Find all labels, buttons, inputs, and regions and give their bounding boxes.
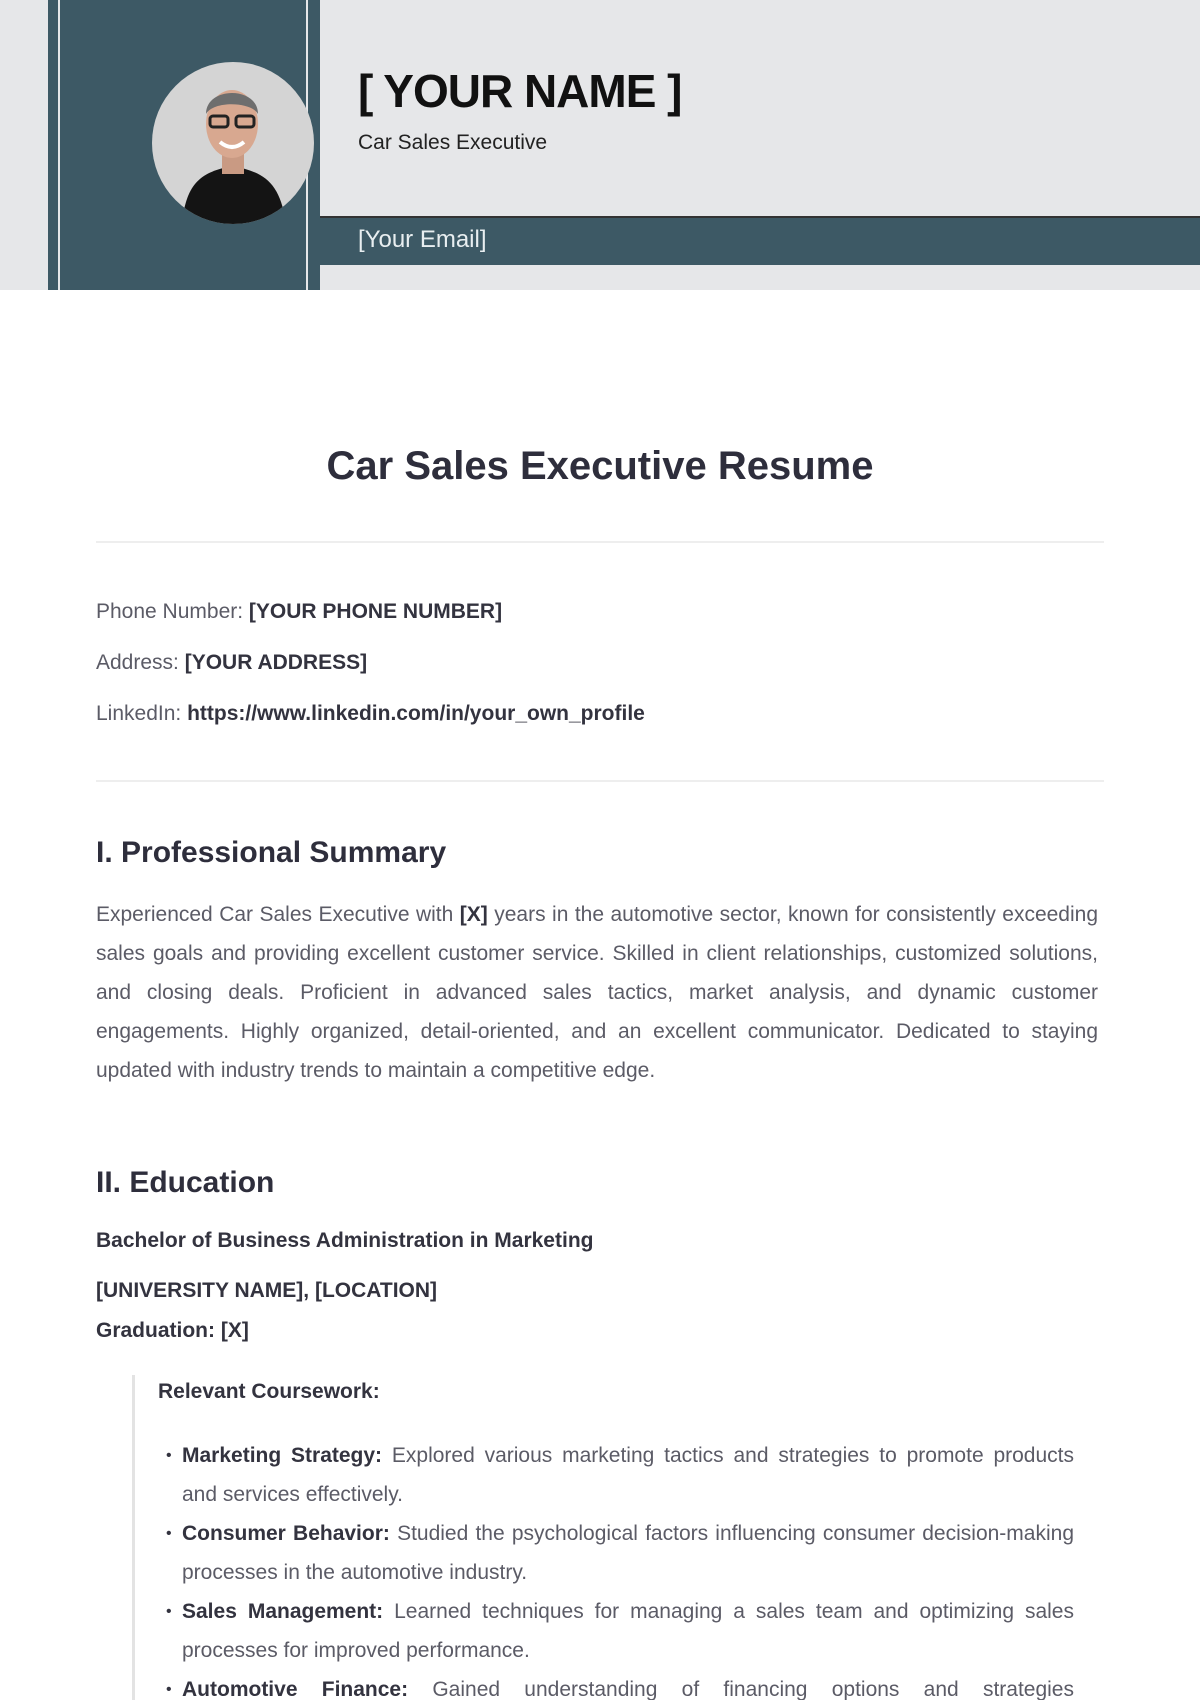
course-name: Sales Management: xyxy=(182,1600,384,1623)
list-item xyxy=(166,1592,1074,1670)
course-desc: Explored various marketing tactics and strategies to promote products and services effectively. xyxy=(182,1444,1075,1506)
profile-photo xyxy=(152,62,314,224)
school: [UNIVERSITY NAME], [LOCATION] xyxy=(96,1279,438,1302)
candidate-email: [Your Email] xyxy=(358,226,487,253)
course-desc: Gained understanding of financing options and strategies xyxy=(408,1678,1074,1700)
photo-column xyxy=(48,0,320,290)
candidate-name: [ YOUR NAME ] xyxy=(358,65,682,117)
course-name: Automotive Finance: xyxy=(182,1678,409,1700)
linkedin-link[interactable]: https://www.linkedin.com/in/your_own_profile xyxy=(187,702,645,725)
summary-text: Experienced Car Sales Executive with xyxy=(96,903,460,926)
degree: Bachelor of Business Administration in Marketing xyxy=(96,1229,594,1252)
divider xyxy=(58,0,60,290)
contact-label: Address: xyxy=(96,651,185,674)
course-desc: Learned techniques for managing a sales team and optimizing sales processes for improved performance. xyxy=(182,1600,1074,1662)
contact-label: LinkedIn: xyxy=(96,702,188,725)
candidate-role: Car Sales Executive xyxy=(358,131,548,154)
coursework-list xyxy=(166,1436,1074,1700)
document-title: Car Sales Executive Resume xyxy=(326,444,874,488)
list-item xyxy=(166,1436,1074,1514)
summary-paragraph xyxy=(96,895,1098,1090)
contact-label: Phone Number: xyxy=(96,600,249,623)
course-desc: Studied the psychological factors influencing consumer decision-making processes in the automotive industry. xyxy=(182,1522,1074,1584)
coursework-label: Relevant Coursework: xyxy=(158,1380,380,1403)
coursework-border xyxy=(132,1375,135,1700)
section-heading-education: II. Education xyxy=(96,1166,275,1199)
contact-value: [YOUR PHONE NUMBER] xyxy=(248,600,503,623)
graduation: Graduation: [X] xyxy=(96,1319,249,1342)
contact-phone xyxy=(96,600,502,624)
course-name: Marketing Strategy: xyxy=(182,1444,383,1467)
list-item xyxy=(166,1514,1074,1592)
summary-years: [X] xyxy=(459,903,488,926)
email-bar xyxy=(320,216,1200,265)
summary-text: years in the automotive sector, known for consistently exceeding sales goals and providing excellent customer service. Skilled in client relationships, customized solutions, and closing deals. Proficient in advanced sales tactics, market analysis, and dynamic customer engagements. Highly organized, detail-oriented, and an excellent communicator. Dedicated to staying updated with industry trends to maintain a competitive edge. xyxy=(96,903,1099,1082)
section-heading-summary: I. Professional Summary xyxy=(96,836,447,869)
course-name: Consumer Behavior: xyxy=(182,1522,390,1545)
contact-address xyxy=(96,651,367,675)
divider xyxy=(96,780,1104,782)
contact-value: [YOUR ADDRESS] xyxy=(184,651,368,674)
divider xyxy=(96,541,1104,543)
contact-linkedin xyxy=(96,702,645,726)
resume-header xyxy=(0,0,1200,290)
list-item xyxy=(166,1670,1074,1700)
